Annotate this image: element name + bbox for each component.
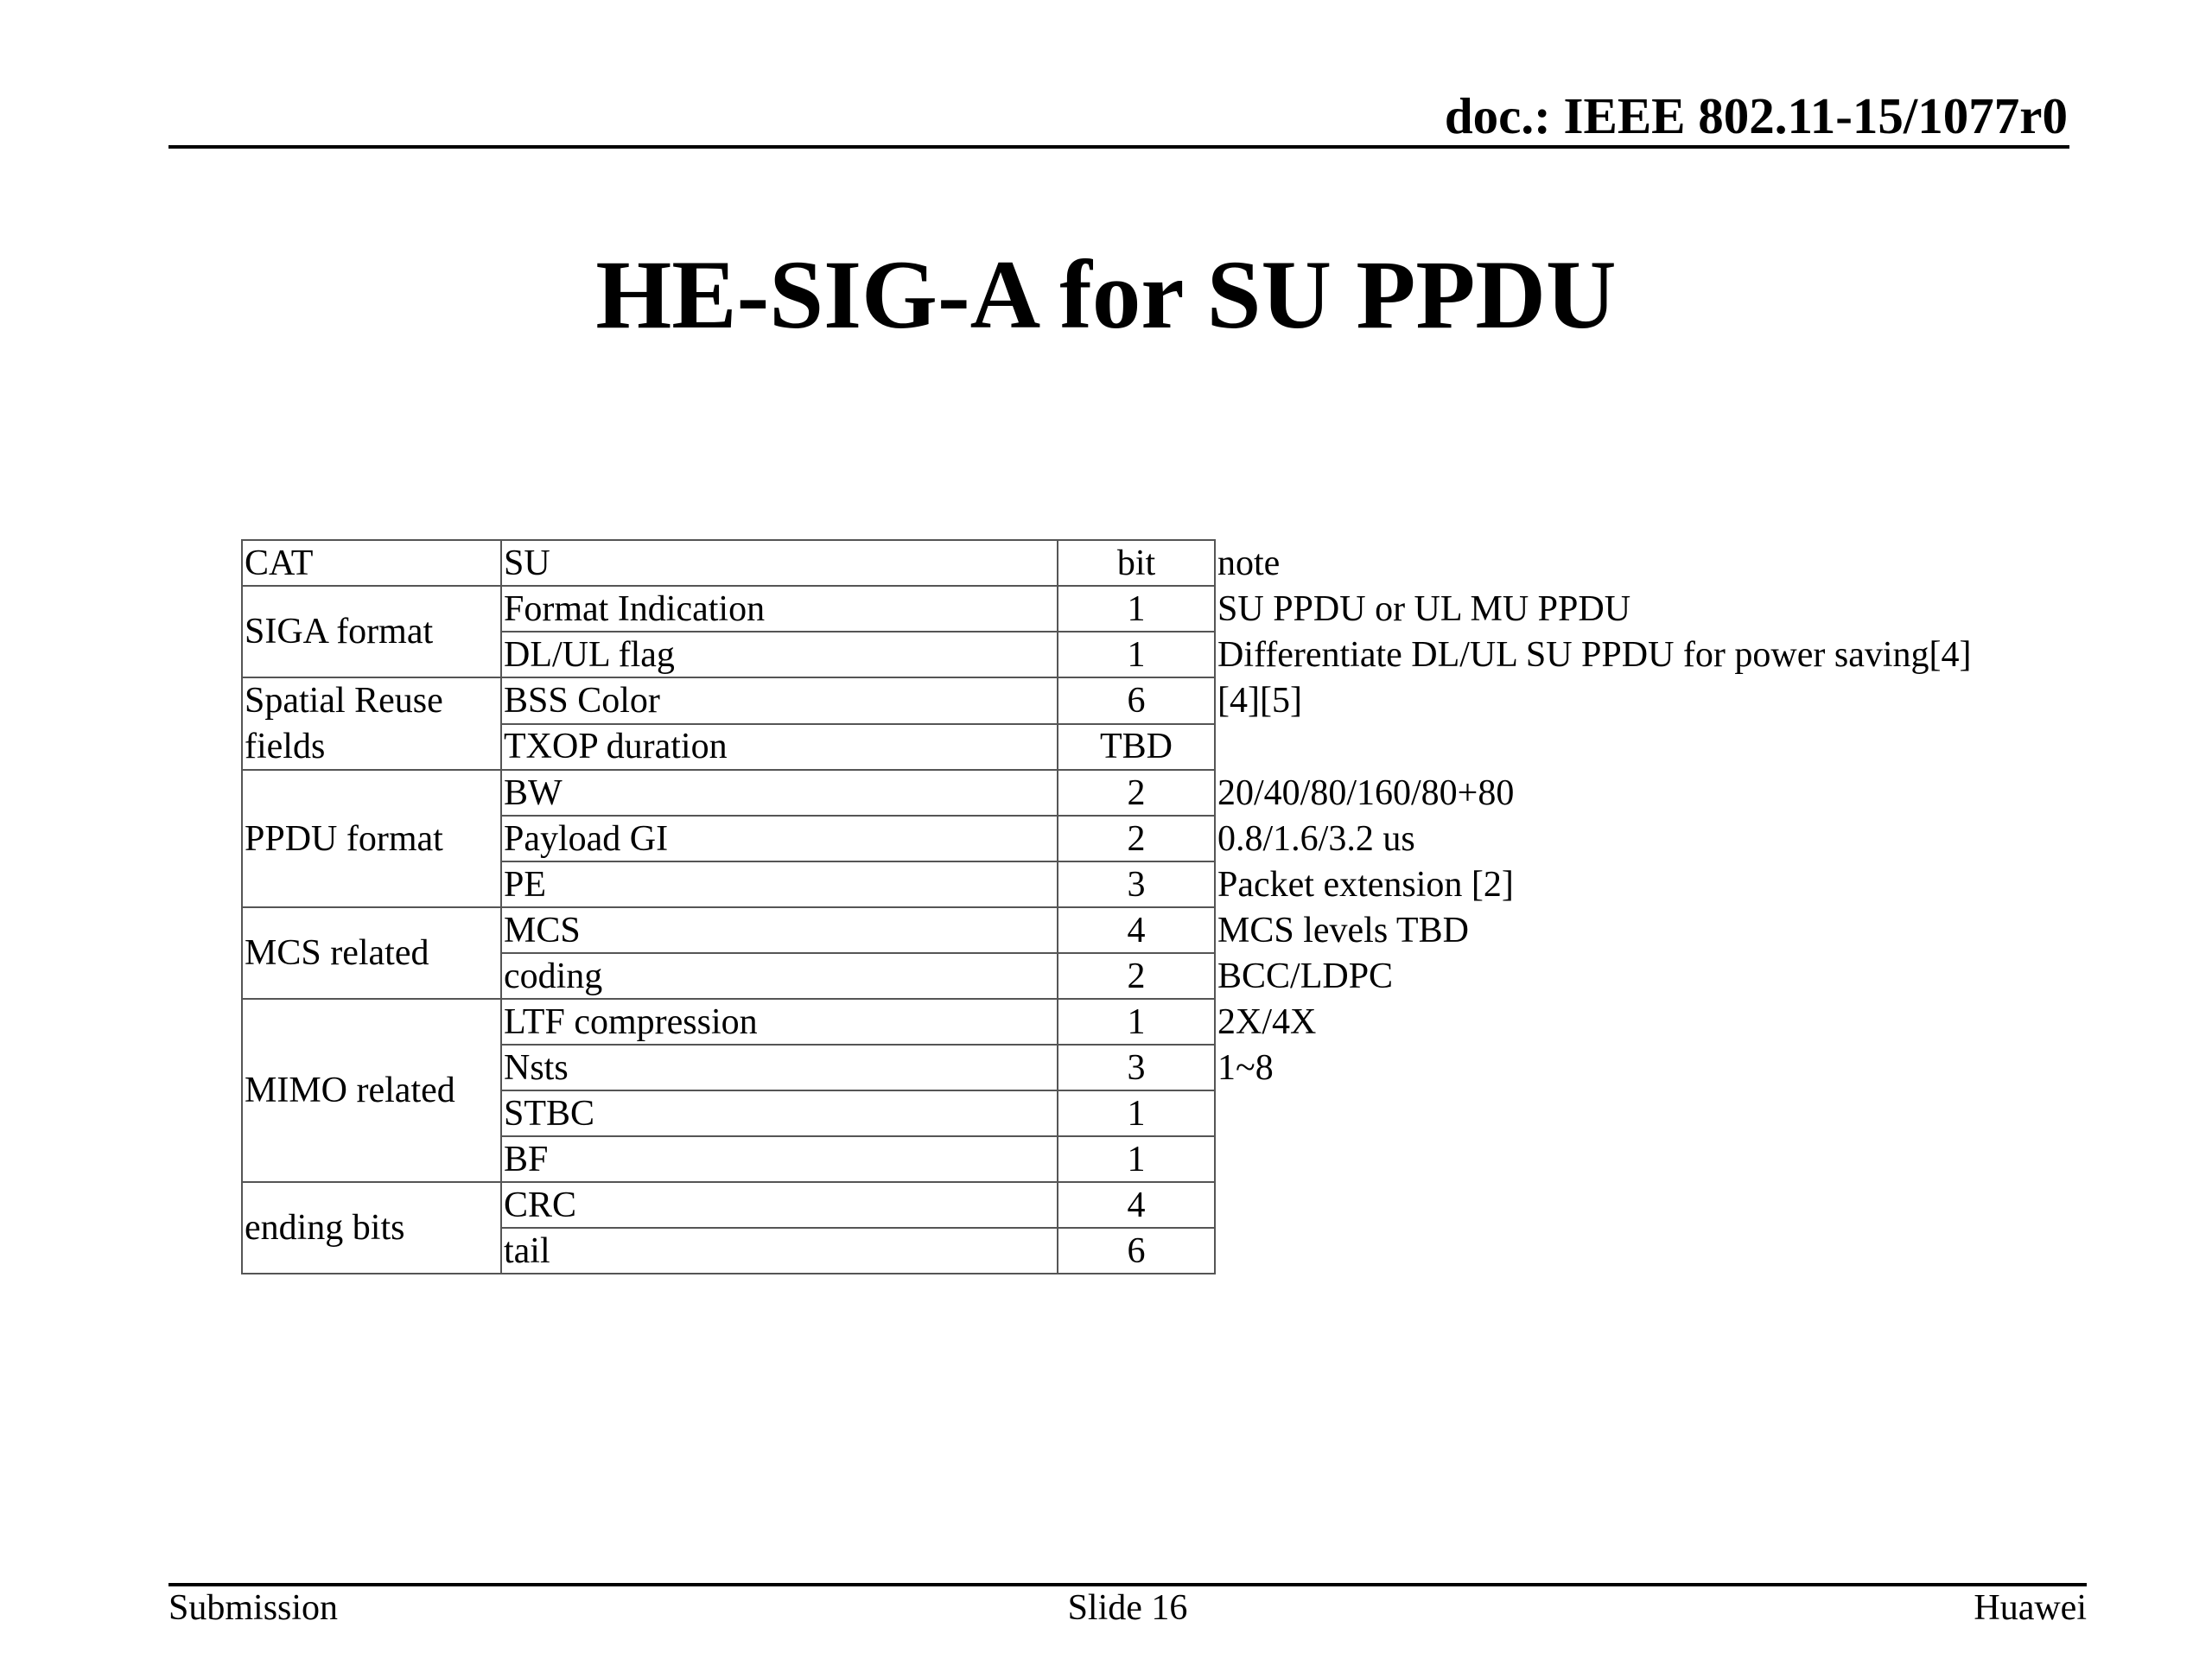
category-cell: Spatial Reuse fields <box>242 677 501 770</box>
field-name-cell: BF <box>501 1136 1058 1182</box>
header-rule <box>168 145 2069 149</box>
note-cell: Packet extension [2] <box>1217 864 1514 905</box>
footer-submission: Submission <box>168 1588 339 1628</box>
bit-count-cell: 3 <box>1058 1045 1215 1090</box>
field-name-cell: CRC <box>501 1182 1058 1228</box>
field-name-cell: PE <box>501 861 1058 907</box>
note-cell: SU PPDU or UL MU PPDU <box>1217 588 1631 629</box>
bit-count-cell: 6 <box>1058 1228 1215 1274</box>
category-cell: ending bits <box>242 1182 501 1274</box>
table-row <box>242 1228 2084 1274</box>
table-row <box>242 1182 2084 1228</box>
table-row <box>242 1045 2084 1090</box>
table-row <box>242 1090 2084 1136</box>
field-name-cell: Payload GI <box>501 816 1058 861</box>
table-row <box>242 586 2084 632</box>
note-cell: 2X/4X <box>1217 1001 1317 1042</box>
table-header-row <box>242 540 2084 586</box>
table-row <box>242 907 2084 953</box>
bit-count-cell: 1 <box>1058 632 1215 677</box>
category-cell: SIGA format <box>242 586 501 677</box>
footer-rule <box>168 1583 2087 1586</box>
field-name-cell: STBC <box>501 1090 1058 1136</box>
category-cell: MIMO related <box>242 999 501 1182</box>
bit-count-cell: 1 <box>1058 1136 1215 1182</box>
footer-slide-number: Slide 16 <box>1067 1588 1188 1628</box>
bit-count-cell: 2 <box>1058 816 1215 861</box>
field-name-cell: tail <box>501 1228 1058 1274</box>
note-cell: [4][5] <box>1217 680 1302 721</box>
bit-count-cell: 4 <box>1058 907 1215 953</box>
table-row <box>242 999 2084 1045</box>
note-cell: 1~8 <box>1217 1047 1274 1088</box>
bit-count-cell: 3 <box>1058 861 1215 907</box>
note-cell <box>1215 1228 2084 1274</box>
note-cell <box>1215 1090 2084 1136</box>
bit-count-cell: 1 <box>1058 586 1215 632</box>
field-name-cell: DL/UL flag <box>501 632 1058 677</box>
table-row <box>242 677 2084 724</box>
bit-count-cell: 2 <box>1058 770 1215 816</box>
field-name-cell: Nsts <box>501 1045 1058 1090</box>
field-name-cell: TXOP duration <box>501 724 1058 771</box>
document-id: doc.: IEEE 802.11-15/1077r0 <box>1444 87 2068 144</box>
note-cell: BCC/LDPC <box>1217 956 1394 996</box>
table-row <box>242 724 2084 771</box>
header-cat: CAT <box>242 540 501 586</box>
category-cell: PPDU format <box>242 770 501 907</box>
bit-count-cell: 2 <box>1058 953 1215 999</box>
he-sig-a-fields-table <box>241 539 2085 1274</box>
header-note: note <box>1217 543 1281 583</box>
field-name-cell: Format Indication <box>501 586 1058 632</box>
table-row <box>242 816 2084 861</box>
field-name-cell: BW <box>501 770 1058 816</box>
slide-title: HE-SIG-A for SU PPDU <box>595 241 1617 349</box>
note-cell <box>1215 1182 2084 1228</box>
field-name-cell: MCS <box>501 907 1058 953</box>
table-row <box>242 632 2084 677</box>
note-cell: 20/40/80/160/80+80 <box>1217 772 1515 813</box>
bit-count-cell: 4 <box>1058 1182 1215 1228</box>
table-row <box>242 770 2084 816</box>
field-name-cell: LTF compression <box>501 999 1058 1045</box>
field-name-cell: coding <box>501 953 1058 999</box>
table-row <box>242 953 2084 999</box>
note-cell: 0.8/1.6/3.2 us <box>1217 818 1415 859</box>
bit-count-cell: 6 <box>1058 677 1215 724</box>
category-cell: MCS related <box>242 907 501 999</box>
note-cell: Differentiate DL/UL SU PPDU for power saving[4] <box>1217 634 1972 675</box>
field-name-cell: BSS Color <box>501 677 1058 724</box>
bit-count-cell: 1 <box>1058 999 1215 1045</box>
note-cell: MCS levels TBD <box>1217 910 1469 950</box>
note-cell <box>1215 724 2084 771</box>
header-su: SU <box>501 540 1058 586</box>
note-cell <box>1215 1136 2084 1182</box>
header-bit: bit <box>1058 540 1215 586</box>
bit-count-cell: TBD <box>1058 724 1215 771</box>
table-row <box>242 861 2084 907</box>
bit-count-cell: 1 <box>1058 1090 1215 1136</box>
footer-company: Huawei <box>1974 1588 2087 1628</box>
table-row <box>242 1136 2084 1182</box>
